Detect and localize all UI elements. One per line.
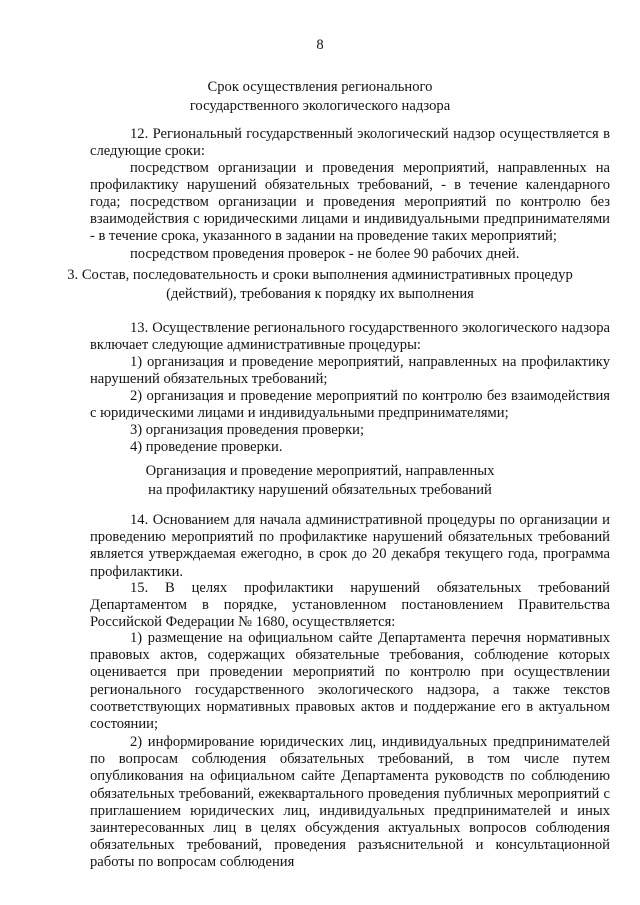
section-heading-1 xyxy=(0,78,640,116)
heading-line: Срок осуществления регионального xyxy=(207,79,433,95)
paragraph-13: 13. Осуществление регионального государственного экологического надзора включает следующие административные процедуры: xyxy=(90,320,610,354)
paragraph-13-item-1: 1) организация и проведение мероприятий, направленных на профилактику нарушений обязательных требований; xyxy=(90,354,610,388)
paragraph-15: 15. В целях профилактики нарушений обязательных требований Департаментом в порядке, установленном постановлением Правительства Российской Федерации № 1680, осуществляется: xyxy=(90,580,610,631)
paragraph-12-item-3: посредством проведения проверок - не более 90 рабочих дней. xyxy=(130,246,520,262)
paragraph-13-item-4: 4) проведение проверки. xyxy=(130,439,283,455)
paragraph-13-item-2: 2) организация и проведение мероприятий по контролю без взаимодействия с юридическими лицами и индивидуальными предпринимателями; xyxy=(90,388,610,422)
heading-line: Организация и проведение мероприятий, направленных xyxy=(145,463,495,479)
paragraph-12-item-1: посредством организации и проведения мероприятий, направленных на профилактику нарушений обязательных требований, - в течение календарного года; xyxy=(90,160,610,211)
heading-line: (действий), требования к порядку их выполнения xyxy=(166,286,474,302)
heading-line: на профилактику нарушений обязательных требований xyxy=(148,482,492,498)
paragraph-15-item-2: 2) информирование юридических лиц, индивидуальных предпринимателей по вопросам соблюдения обязательных требований, в том числе путем опубликования на официальном сайте Департамента руководств по соблюдению обязательных требований, ежеквартального проведения публичных мероприятий с приглашением юридических лиц, индивидуальных предпринимателей и иных заинтересованных лиц в целях обсуждения актуальных вопросов соблюдения обязательных требований, проведения разъяснительной и консультационной работы по вопросам соблюдения xyxy=(90,734,610,871)
paragraph-15-item-1: 1) размещение на официальном сайте Департамента перечня нормативных правовых актов, содержащих обязательные требования, соблюдение которых оценивается при проведении мероприятий по контролю при осуществлении регионального государственного экологического надзора, а также текстов соответствующих нормативных правовых актов и поддержание его в актуальном состоянии; xyxy=(90,630,610,733)
heading-line: государственного экологического надзора xyxy=(189,98,451,114)
heading-line: 3. Состав, последовательность и сроки выполнения административных процедур xyxy=(67,267,573,283)
paragraph-14: 14. Основанием для начала административной процедуры по организации и проведению мероприятий по профилактике нарушений обязательных требований является утверждаемая ежегодно, в срок до 20 декабря текущего года, программа профилактики. xyxy=(90,512,610,580)
paragraph-12-item-2: посредством организации и проведения мероприятий по контролю без взаимодействия с юридическими лицами и индивидуальными предпринимателями - в течение срока, указанного в задании на проведение таких мероприятий; xyxy=(90,194,610,245)
section-heading-3 xyxy=(0,266,640,304)
subsection-heading xyxy=(0,462,640,500)
paragraph-13-item-3: 3) организация проведения проверки; xyxy=(130,422,365,438)
page-number: 8 xyxy=(316,37,324,53)
paragraph-12: 12. Региональный государственный экологический надзор осуществляется в следующие сроки: xyxy=(90,126,610,160)
